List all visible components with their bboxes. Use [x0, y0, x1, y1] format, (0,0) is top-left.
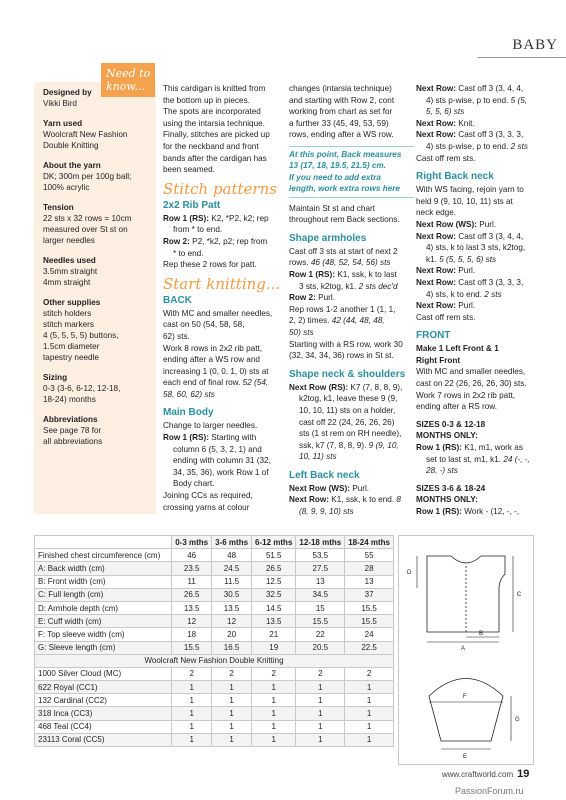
- table-cell: 15.5: [345, 615, 394, 628]
- table-cell: 15.5: [296, 615, 345, 628]
- table-cell: 23.5: [172, 562, 212, 575]
- table-cell: 1: [252, 707, 296, 720]
- row-text: * to end.: [173, 248, 204, 258]
- column-1: [163, 83, 288, 513]
- table-row: [35, 707, 394, 720]
- table-cell: 13.5: [212, 601, 252, 614]
- label-a: A: [461, 646, 466, 652]
- rib-repeat: Rep these 2 rows for patt.: [163, 260, 257, 270]
- table-header-row: [35, 536, 394, 549]
- table-cell: 27.5: [296, 562, 345, 575]
- table-cell: 11: [172, 575, 212, 588]
- sidebar-text: See page 78 for: [43, 426, 102, 435]
- table-row: [35, 615, 394, 628]
- back-line: 62) sts.: [163, 331, 190, 341]
- sidebar-text: all abbreviations: [43, 437, 103, 446]
- label-f: F: [463, 694, 467, 700]
- size-header: 12-18 mths: [296, 536, 345, 549]
- row-label: Next Row:: [416, 231, 457, 241]
- row-text: K1, m1, work as: [461, 443, 523, 453]
- intro-line: bands after the cardigan has: [163, 153, 267, 163]
- table-cell: 2: [172, 667, 212, 680]
- back-text: a further 33 (45, 49, 53, 59): [289, 118, 389, 128]
- sidebar-text: 100% acrylic: [43, 183, 90, 192]
- row-label: C: Full length (cm): [35, 588, 172, 601]
- sidebar-heading: Sizing: [43, 373, 68, 382]
- stitch-count: 10, 11) sts: [299, 452, 337, 462]
- table-cell: 22.5: [345, 641, 394, 654]
- table-cell: 26.5: [172, 588, 212, 601]
- row-label: Row 2:: [289, 293, 316, 303]
- table-cell: 55: [345, 549, 394, 562]
- row-label: Next Row:: [416, 277, 457, 287]
- table-cell: 1: [296, 720, 345, 733]
- armhole-text: rows.: [289, 258, 309, 268]
- row-text: Work - (12, -, -,: [461, 507, 520, 516]
- table-cell: 2: [296, 667, 345, 680]
- row-text: ssk, k7 (7, 8, 8, 9).: [299, 440, 367, 450]
- neck-shoulders-heading: Shape neck & shoulders: [289, 368, 406, 380]
- back-text: changes (intarsia technique): [289, 84, 392, 93]
- row-label: Row 1 (RS):: [416, 443, 462, 453]
- table-cell: 51.5: [252, 549, 296, 562]
- column-2: [289, 83, 414, 518]
- intro-line: been seamed.: [163, 165, 215, 175]
- row-text: Cast off 3 (3, 4, 4,: [456, 84, 524, 93]
- front-heading: FRONT: [416, 330, 451, 342]
- table-cell: 13.5: [252, 615, 296, 628]
- armhole-text: (32, 34, 34, 36) rows in St st.: [289, 351, 394, 361]
- row-text: Purl.: [349, 483, 370, 493]
- table-row: [35, 628, 394, 641]
- sidebar-block: [43, 414, 153, 447]
- sizes-heading: MONTHS ONLY:: [416, 431, 478, 441]
- table-cell: 1: [172, 720, 212, 733]
- table-cell: 12.5: [252, 575, 296, 588]
- main-body-heading: Main Body: [163, 407, 214, 419]
- table-cell: 37: [345, 588, 394, 601]
- left-back-neck-heading: Left Back neck: [289, 469, 360, 481]
- sidebar-block: [43, 160, 153, 193]
- table-cell: 20: [212, 628, 252, 641]
- stitch-count: 52 (54,: [242, 378, 269, 388]
- need-to-know-badge: [101, 63, 155, 97]
- table-cell: 20.5: [296, 641, 345, 654]
- sidebar-heading: Designed by: [43, 88, 92, 97]
- sidebar-text: stitch markers: [43, 320, 94, 329]
- sidebar-text: measured over St st on: [43, 225, 128, 234]
- schematic-diagram: [398, 535, 534, 765]
- row-label: 468 Teal (CC4): [35, 720, 172, 733]
- sidebar-text: 0-3 (3-6, 6-12, 12-18,: [43, 384, 121, 393]
- table-cell: 1: [212, 681, 252, 694]
- row-text: 4) sts p-wise, p to end.: [426, 141, 509, 151]
- table-cell: 48: [212, 549, 252, 562]
- row-text: K7 (7, 8, 8, 9),: [348, 382, 403, 392]
- table-corner: [35, 536, 172, 549]
- table-row: [35, 549, 394, 562]
- badge-line: know...: [106, 80, 145, 93]
- row-label: Row 1 (RS):: [163, 433, 209, 443]
- table-cell: 13: [296, 575, 345, 588]
- table-cell: 1: [212, 694, 252, 707]
- row-text: Cast off 3 (3, 3, 3,: [456, 277, 524, 287]
- table-row: [35, 601, 394, 614]
- sidebar-text: stitch holders: [43, 309, 92, 318]
- badge-line: Need to: [106, 67, 151, 80]
- row-text: Starting with: [208, 433, 257, 443]
- front-text: Work 7 rows in 2x2 rib patt,: [416, 390, 516, 400]
- table-cell: 1: [345, 720, 394, 733]
- table-row: [35, 720, 394, 733]
- yarn-header: Woolcraft New Fashion Double Knitting: [35, 654, 394, 667]
- row-label: Next Row (WS):: [416, 219, 477, 229]
- sidebar-block: [43, 297, 153, 363]
- table-cell: 28: [345, 562, 394, 575]
- back-line: With MC and smaller needles,: [163, 308, 273, 318]
- row-label: Next Row:: [416, 118, 457, 128]
- row-label: E: Cuff width (cm): [35, 615, 172, 628]
- row-text: Purl.: [456, 266, 476, 276]
- start-knitting-heading: Start knitting...: [163, 274, 281, 293]
- front-subheading: Make 1 Left Front & 1: [416, 344, 499, 354]
- size-header: 6-12 mths: [252, 536, 296, 549]
- armhole-text: 2, 2) times.: [289, 316, 330, 326]
- row-text: 4) sts p-wise, p to end.: [426, 95, 509, 105]
- sizes-heading: SIZES 0-3 & 12-18: [416, 419, 486, 429]
- rb-text: held 9 (9, 10, 10, 11) sts at: [416, 196, 513, 206]
- table-row: [35, 681, 394, 694]
- sidebar-text: Vikki Bird: [43, 99, 77, 108]
- table-cell: 2: [345, 667, 394, 680]
- row-text: Purl.: [315, 293, 335, 303]
- table-cell: 22: [296, 628, 345, 641]
- row-text: Cast off rem sts.: [416, 312, 476, 322]
- row-label: Finished chest circumference (cm): [35, 549, 172, 562]
- row-text: Purl.: [456, 301, 476, 311]
- length-note: [289, 146, 414, 198]
- front-text: With MC and smaller needles,: [416, 367, 526, 377]
- stitch-count: 5, 5, 6) sts: [426, 107, 465, 117]
- rb-text: neck edge.: [416, 208, 457, 218]
- sidebar-block: [43, 372, 153, 405]
- sidebar-text: 1.5cm diameter: [43, 342, 100, 351]
- table-cell: 1: [296, 707, 345, 720]
- row-label: Next Row:: [416, 130, 457, 140]
- row-text: k1.: [426, 254, 437, 264]
- sidebar-text: larger needles: [43, 236, 95, 245]
- stitch-count: 5 (5, 5, 5, 6) sts: [439, 254, 497, 264]
- row-label: F: Top sleeve width (cm): [35, 628, 172, 641]
- stitch-count: 2 sts: [484, 289, 502, 299]
- sidebar-block: [43, 255, 153, 288]
- row-label: A: Back width (cm): [35, 562, 172, 575]
- table-cell: 1: [252, 720, 296, 733]
- section-tab: [478, 34, 566, 58]
- row-text: Purl.: [476, 219, 497, 229]
- stitch-count: 5 (5,: [510, 95, 528, 105]
- intro-line: for the neckband and front: [163, 141, 259, 151]
- sidebar-heading: Abbreviations: [43, 415, 98, 424]
- sidebar-text: 4 (5, 5, 5, 5) buttons,: [43, 331, 119, 340]
- label-d: D: [407, 570, 412, 576]
- footer-url[interactable]: www.craftworld.com: [442, 770, 514, 779]
- stitch-count: 2 sts dec'd: [358, 281, 398, 291]
- intro-line: using the intarsia technique.: [163, 118, 265, 128]
- table-cell: 30.5: [212, 588, 252, 601]
- page-footer: [442, 768, 529, 780]
- row-text: P2, *k2, p2; rep from: [189, 236, 268, 246]
- sidebar-text: tapestry needle: [43, 353, 99, 362]
- note-line: 13 (17, 18, 19.5, 21.5) cm.: [289, 161, 386, 171]
- rb-text: With WS facing, rejoin yarn to: [416, 185, 524, 195]
- table-cell: 1: [172, 694, 212, 707]
- back-text: and starting with Row 2, cont: [289, 95, 395, 105]
- table-row: [35, 588, 394, 601]
- table-body: [35, 549, 394, 747]
- table-cell: 1: [345, 681, 394, 694]
- stitch-count: 46 (48, 52, 54, 56) sts: [310, 258, 391, 268]
- row-text: k2tog, k1, leave these 9 (9,: [299, 394, 398, 404]
- table-cell: 24: [345, 628, 394, 641]
- stitch-patterns-heading: Stitch patterns: [163, 179, 277, 198]
- table-cell: 1: [212, 720, 252, 733]
- size-header: 3-6 mths: [212, 536, 252, 549]
- sidebar-text: Double Knitting: [43, 141, 99, 150]
- table-cell: 11.5: [212, 575, 252, 588]
- right-back-neck-heading: Right Back neck: [416, 171, 494, 183]
- row-text: 4) sts, k to end.: [426, 289, 482, 299]
- back-line: Work 8 rows in 2x2 rib patt,: [163, 343, 263, 353]
- table-cell: 2: [252, 667, 296, 680]
- rib-heading: 2x2 Rib Patt: [163, 199, 221, 211]
- row-text: from * to end.: [173, 225, 223, 235]
- intro-line: This cardigan is knitted from: [163, 84, 266, 93]
- front-text: cast on 22 (26, 26, 26, 30) sts.: [416, 379, 527, 389]
- back-heading: BACK: [163, 294, 192, 306]
- row-text: K2, *P2, k2; rep: [208, 213, 269, 223]
- table-cell: 1: [172, 733, 212, 746]
- table-cell: 18: [172, 628, 212, 641]
- row-text: 10, 10, 11) sts on a holder,: [299, 405, 396, 415]
- stitch-count: 28, -) sts: [426, 466, 458, 476]
- table-cell: 2: [212, 667, 252, 680]
- stitch-count: 2 sts: [510, 141, 528, 151]
- sidebar-text: 18-24) months: [43, 395, 96, 404]
- front-text: ending after a RS row.: [416, 402, 498, 412]
- row-text: Body chart.: [173, 479, 215, 489]
- row-label: Next Row:: [416, 301, 457, 311]
- row-text: cast off 22 (24, 26, 26, 26): [299, 417, 395, 427]
- table-cell: 53.5: [296, 549, 345, 562]
- intro-line: Finally, stitches are picked up: [163, 130, 270, 140]
- row-text: Knit.: [456, 118, 475, 128]
- row-label: 132 Cardinal (CC2): [35, 694, 172, 707]
- table-cell: 12: [212, 615, 252, 628]
- watermark: PassionForum.ru: [455, 786, 524, 796]
- sidebar-text: Woolcraft New Fashion: [43, 130, 128, 139]
- intro-line: The spots are incorporated: [163, 107, 261, 117]
- sizes-heading: SIZES 3-6 & 18-24: [416, 483, 486, 493]
- table-cell: 1: [252, 733, 296, 746]
- stitch-count: 8: [396, 495, 401, 505]
- row-label: Next Row:: [416, 266, 457, 276]
- sidebar-heading: About the yarn: [43, 161, 101, 170]
- back-line: each end of final row.: [163, 378, 241, 388]
- row-text: 4) sts, k to last 3 sts, k2tog,: [426, 243, 526, 253]
- back-text: throughout rem Back sections.: [289, 215, 400, 225]
- row-label: B: Front width (cm): [35, 575, 172, 588]
- row-text: column 6 (5, 3, 2, 1) and: [173, 444, 262, 454]
- row-label: Row 1 (RS):: [416, 507, 462, 516]
- yarn-header-row: [35, 654, 394, 667]
- sidebar-heading: Needles used: [43, 256, 96, 265]
- schematic-svg: [399, 536, 533, 764]
- row-label: 622 Royal (CC1): [35, 681, 172, 694]
- armhole-text: Cast off 3 sts at start of next 2: [289, 246, 398, 256]
- sizes-heading: MONTHS ONLY:: [416, 495, 478, 505]
- table-cell: 12: [172, 615, 212, 628]
- row-text: ending with column 31 (32,: [173, 456, 271, 466]
- row-label: D: Armhole depth (cm): [35, 601, 172, 614]
- table-cell: 32.5: [252, 588, 296, 601]
- back-line: increasing 1 (0, 0, 1, 0) sts at: [163, 366, 269, 376]
- column-3: [416, 83, 541, 518]
- row-label: Next Row (RS):: [289, 382, 349, 392]
- sleeve-outline: [429, 679, 503, 742]
- table-cell: 1: [345, 733, 394, 746]
- stitch-count: 24 (-, -,: [503, 454, 530, 464]
- table-cell: 1: [172, 707, 212, 720]
- sidebar-heading: Yarn used: [43, 119, 83, 128]
- label-g: G: [515, 717, 520, 723]
- back-text: rows, ending after a WS row.: [289, 130, 394, 140]
- sidebar-heading: Tension: [43, 203, 74, 212]
- row-label: Row 1 (RS):: [289, 269, 335, 279]
- sidebar-block: [43, 202, 153, 246]
- note-line: At this point, Back measures: [289, 149, 402, 159]
- main-body-line: Change to larger needles.: [163, 421, 258, 431]
- table-cell: 1: [345, 707, 394, 720]
- table-cell: 15.5: [345, 601, 394, 614]
- table-cell: 1: [296, 681, 345, 694]
- row-label: G: Sleeve length (cm): [35, 641, 172, 654]
- row-text: sts (1 st rem on RH needle),: [299, 429, 402, 439]
- stitch-count: 50) sts: [289, 327, 314, 337]
- sidebar-text: 3.5mm straight: [43, 267, 98, 276]
- label-e: E: [463, 754, 468, 760]
- table-row: [35, 575, 394, 588]
- table-cell: 46: [172, 549, 212, 562]
- sidebar-text: DK; 300m per 100g ball;: [43, 172, 132, 181]
- row-label: 1000 Silver Cloud (MC): [35, 667, 172, 680]
- size-table: [34, 535, 394, 747]
- table-cell: 1: [212, 733, 252, 746]
- label-b: B: [479, 631, 484, 637]
- row-text: K1, ssk, k to last: [334, 269, 397, 279]
- back-line: ending after a WS row and: [163, 355, 260, 365]
- table-row: [35, 667, 394, 680]
- stitch-count: 42 (44, 48, 48,: [331, 316, 385, 326]
- back-text: Maintain St st and chart: [289, 203, 376, 213]
- stitch-count: 9 (9, 10,: [368, 440, 399, 450]
- table-cell: 26.5: [252, 562, 296, 575]
- armhole-text: Starting with a RS row, work 30: [289, 339, 403, 349]
- row-text: Cast off 3 (3, 4, 4,: [456, 231, 524, 241]
- table-row: [35, 694, 394, 707]
- table-cell: 1: [345, 694, 394, 707]
- armhole-text: Rep rows 1-2 another 1 (1, 1,: [289, 304, 396, 314]
- label-c: C: [517, 592, 522, 598]
- row-text: Cast off rem sts.: [416, 153, 476, 163]
- main-body-line: crossing yarns at colour: [163, 502, 250, 512]
- section-title: BABY: [512, 37, 558, 53]
- row-label: Row 2:: [163, 236, 190, 246]
- stitch-count: (8, 9, 9, 10) sts: [299, 507, 354, 517]
- row-text: 3 sts, k2tog, k1.: [299, 281, 357, 291]
- back-line: cast on 50 (54, 58, 58,: [163, 320, 245, 330]
- row-text: Cast off 3 (3, 3, 3,: [456, 130, 524, 140]
- front-subheading: Right Front: [416, 355, 461, 365]
- table-cell: 19: [252, 641, 296, 654]
- row-label: Row 1 (RS):: [163, 213, 209, 223]
- table-cell: 1: [172, 681, 212, 694]
- sidebar-block: [43, 118, 153, 151]
- table-cell: 13: [345, 575, 394, 588]
- table-cell: 1: [296, 733, 345, 746]
- back-text: working from chart as set for: [289, 107, 393, 117]
- row-label: 23113 Coral (CC5): [35, 733, 172, 746]
- page-number: 19: [517, 768, 530, 780]
- size-header: 18-24 mths: [345, 536, 394, 549]
- main-body-line: Joining CCs as required,: [163, 491, 253, 501]
- row-label: Next Row:: [416, 84, 457, 93]
- table-row: [35, 641, 394, 654]
- table-cell: 1: [212, 707, 252, 720]
- stitch-count: 58, 60, 62) sts: [163, 389, 215, 399]
- row-label: Next Row (WS):: [289, 483, 350, 493]
- table-cell: 16.5: [212, 641, 252, 654]
- sidebar-heading: Other supplies: [43, 298, 101, 307]
- table-cell: 13.5: [172, 601, 212, 614]
- table-cell: 15: [296, 601, 345, 614]
- table-row: [35, 562, 394, 575]
- row-text: set to last st, m1, k1.: [426, 454, 502, 464]
- sidebar-text: 22 sts x 32 rows = 10cm: [43, 214, 132, 223]
- table-cell: 15.5: [172, 641, 212, 654]
- table-cell: 24.5: [212, 562, 252, 575]
- size-header: 0-3 mths: [172, 536, 212, 549]
- row-label: Next Row:: [289, 495, 330, 505]
- sidebar-text: 4mm straight: [43, 278, 91, 287]
- intro-line: the bottom up in pieces.: [163, 95, 250, 105]
- note-line: length, work extra rows here: [289, 184, 401, 194]
- table-cell: 1: [296, 694, 345, 707]
- row-text: 34, 35, 36), work Row 1 of: [173, 467, 269, 477]
- table-row: [35, 733, 394, 746]
- row-label: 318 Inca (CC3): [35, 707, 172, 720]
- armholes-heading: Shape armholes: [289, 232, 367, 244]
- table-cell: 1: [252, 694, 296, 707]
- note-line: If you need to add extra: [289, 172, 381, 182]
- table-cell: 21: [252, 628, 296, 641]
- table-cell: 14.5: [252, 601, 296, 614]
- table-cell: 34.5: [296, 588, 345, 601]
- table-cell: 1: [252, 681, 296, 694]
- row-text: K1, ssk, k to end.: [329, 495, 395, 505]
